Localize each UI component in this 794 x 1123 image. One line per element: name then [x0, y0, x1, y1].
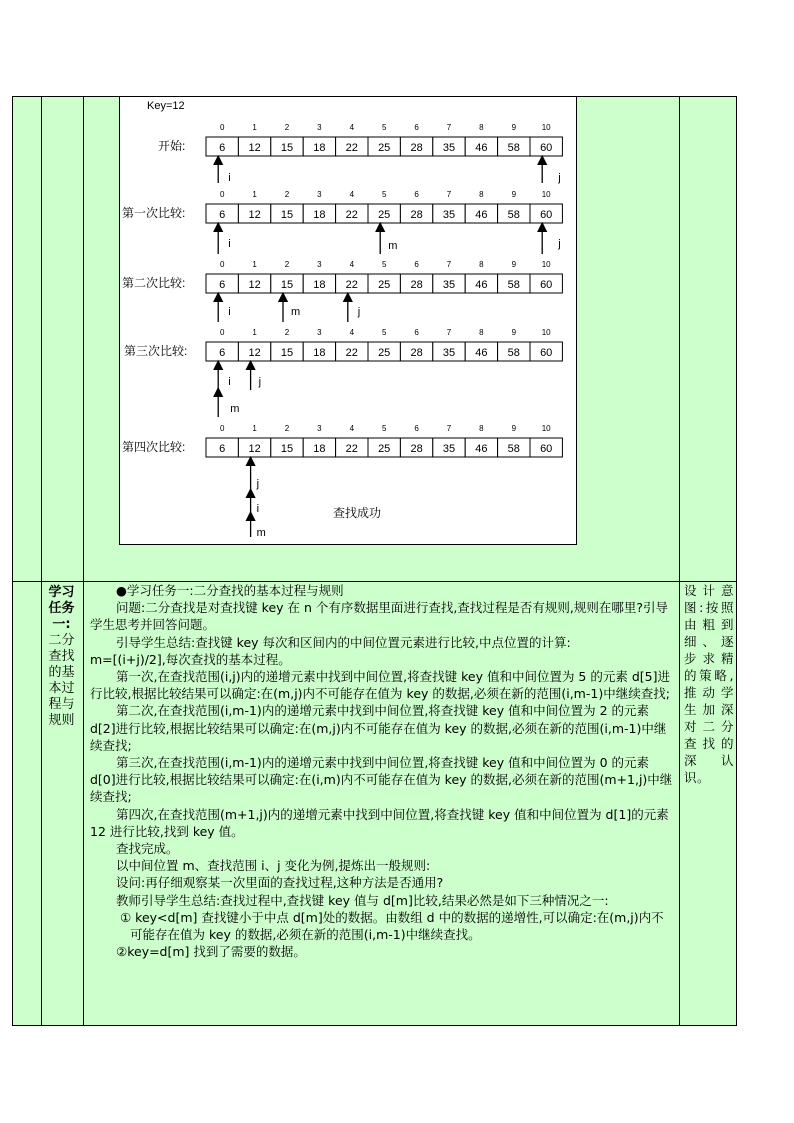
index-label: 0	[219, 123, 225, 132]
index-label: 4	[349, 424, 355, 433]
array-value: 28	[410, 443, 423, 455]
step-2-paragraph: 第二次,在查找范围(i,m-1)内的递增元素中找到中间位置,将查找键 key 值和中间位置为 2 的元素 d[2]进行比较,根据比较结果可以确定:在(m,j)内不可能存在值为 key 的数据,必须在新的范围(i,m-1)中继续查找;	[90, 703, 667, 753]
array-value: 6	[219, 279, 226, 291]
array-value: 46	[475, 142, 488, 154]
index-label: 3	[317, 260, 322, 269]
table-col-2-top	[41, 96, 84, 582]
design-intent: 设计意图:按照由粗到细、逐步求精的策略,推动学生加深对二分查找的深认识。	[684, 583, 734, 785]
task-header	[45, 585, 78, 729]
array-value: 25	[378, 279, 391, 291]
index-label: 1	[252, 123, 257, 132]
array-value: 22	[345, 142, 358, 154]
array-value: 22	[345, 279, 358, 291]
pointer-label-j: j	[256, 478, 260, 490]
index-label: 10	[541, 190, 551, 199]
index-label: 4	[349, 328, 355, 337]
array-value: 35	[442, 279, 456, 291]
pointer-label-i: i	[256, 503, 260, 515]
index-label: 8	[479, 424, 484, 433]
pointer-label-i: i	[228, 172, 231, 184]
step-1-paragraph: 第一次,在查找范围(i,j)内的递增元素中找到中间位置,将查找键 key 值和中间位置为 5 的元素 d[5]进行比较,根据比较结果可以确定:在(m,j)内不可能存在值为 key 的数据,必须在新的范围(i,m-1)中继续查找;	[90, 669, 670, 702]
index-label: 7	[446, 424, 452, 433]
summary-paragraph: 引导学生总结:查找键 key 每次和区间内的中间位置元素进行比较,中点位置的计算:	[116, 634, 571, 650]
search-complete: 查找完成。	[116, 841, 179, 857]
array-value: 25	[378, 443, 391, 455]
task-header-bold: 学习任务一:	[48, 585, 75, 632]
array-value: 18	[313, 209, 326, 221]
index-label: 3	[317, 190, 322, 199]
success-label: 查找成功	[333, 506, 382, 520]
array-value: 25	[378, 347, 391, 359]
array-value: 60	[540, 142, 553, 154]
array-value: 15	[280, 443, 294, 455]
index-label: 1	[252, 190, 257, 199]
index-label: 4	[349, 260, 355, 269]
index-label: 9	[511, 190, 517, 199]
pointer-label-j: j	[558, 238, 561, 250]
index-label: 4	[349, 123, 355, 132]
array-value: 58	[507, 443, 520, 455]
index-label: 10	[541, 123, 551, 132]
row-label: 开始:	[158, 139, 186, 153]
index-label: 5	[381, 190, 387, 199]
array-value: 18	[313, 347, 326, 359]
index-label: 5	[381, 123, 387, 132]
array-value: 6	[219, 347, 226, 359]
array-value: 22	[345, 443, 358, 455]
step-3-paragraph: 第三次,在查找范围(i,m-1)内的递增元素中找到中间位置,将查找键 key 值和中间位置为 0 的元素 d[0]进行比较,根据比较结果可以确定:在(i,m)内不可能存在值为 key 的数据,必须在新的范围(m+1,j)中继续查找;	[90, 755, 673, 805]
array-value: 18	[313, 142, 326, 154]
array-value: 22	[345, 209, 358, 221]
index-label: 10	[541, 424, 551, 433]
array-value: 15	[280, 142, 294, 154]
table-col-1-bottom	[12, 581, 42, 1026]
index-label: 8	[479, 260, 484, 269]
index-label: 1	[252, 424, 257, 433]
key-label: Key=12	[147, 100, 185, 112]
array-value: 46	[475, 347, 488, 359]
array-value: 58	[507, 279, 520, 291]
index-label: 0	[219, 190, 225, 199]
array-value: 60	[540, 443, 553, 455]
array-value: 60	[540, 347, 553, 359]
array-value: 35	[442, 347, 456, 359]
row-label: 第一次比较:	[122, 206, 186, 220]
array-value: 46	[475, 279, 488, 291]
index-label: 5	[381, 424, 387, 433]
row-label: 第四次比较:	[122, 440, 186, 454]
index-label: 2	[284, 328, 290, 337]
array-value: 58	[507, 142, 520, 154]
task-header-text: 二分查找的基本过程与规则	[48, 633, 75, 728]
array-value: 46	[475, 209, 488, 221]
index-label: 7	[446, 328, 452, 337]
table-col-1-top	[12, 96, 42, 582]
array-value: 28	[410, 209, 423, 221]
index-label: 3	[317, 328, 322, 337]
array-value: 35	[442, 209, 456, 221]
index-label: 7	[446, 123, 452, 132]
follow-up-question: 设问:再仔细观察某一次里面的查找过程,这种方法是否通用?	[116, 875, 444, 891]
array-value: 25	[378, 142, 391, 154]
pointer-label-i: i	[228, 376, 231, 388]
index-label: 7	[446, 260, 452, 269]
index-label: 6	[414, 260, 419, 269]
array-value: 18	[313, 279, 326, 291]
array-value: 12	[248, 443, 261, 455]
index-label: 9	[511, 123, 517, 132]
row-label: 第二次比较:	[122, 276, 186, 290]
array-value: 25	[378, 209, 391, 221]
case-2: ②key=d[m] 找到了需要的数据。	[116, 944, 306, 960]
array-value: 15	[280, 347, 294, 359]
index-label: 6	[414, 328, 419, 337]
index-label: 7	[446, 190, 452, 199]
index-label: 9	[511, 260, 517, 269]
array-value: 58	[507, 209, 520, 221]
index-label: 0	[219, 424, 225, 433]
index-label: 6	[414, 190, 419, 199]
index-label: 8	[479, 328, 484, 337]
pointer-label-m: m	[291, 306, 301, 318]
question-paragraph: 问题:二分查找是对查找键 key 在 n 个有序数据里面进行查找,查找过程是否有规则,规则在哪里?引导学生思考并回答问题。	[90, 600, 668, 633]
index-label: 8	[479, 123, 484, 132]
pointer-label-j: j	[357, 306, 361, 318]
teacher-summary: 教师引导学生总结:查找过程中,查找键 key 值与 d[m]比较,结果必然是如下三种情况之一:	[116, 892, 609, 908]
index-label: 2	[284, 424, 290, 433]
array-value: 6	[219, 443, 226, 455]
index-label: 3	[317, 424, 322, 433]
array-value: 18	[313, 443, 326, 455]
index-label: 5	[381, 260, 387, 269]
pointer-label-m: m	[388, 240, 398, 252]
array-value: 12	[248, 279, 261, 291]
pointer-label-m: m	[230, 403, 240, 415]
index-label: 4	[349, 190, 355, 199]
array-value: 28	[410, 142, 423, 154]
pointer-label-j: j	[558, 172, 561, 184]
index-label: 1	[252, 260, 257, 269]
array-value: 15	[280, 279, 294, 291]
index-label: 6	[414, 123, 419, 132]
index-label: 10	[541, 328, 551, 337]
array-value: 12	[248, 142, 261, 154]
index-label: 3	[317, 123, 322, 132]
index-label: 0	[219, 260, 225, 269]
index-label: 2	[284, 123, 290, 132]
midpoint-formula: m=[(i+j)/2],每次查找的基本过程。	[90, 651, 291, 667]
array-value: 28	[410, 347, 423, 359]
index-label: 8	[479, 190, 484, 199]
index-label: 6	[414, 424, 419, 433]
lesson-content	[90, 582, 675, 960]
index-label: 10	[541, 260, 551, 269]
pointer-label-i: i	[228, 306, 231, 318]
array-value: 58	[507, 347, 520, 359]
array-value: 12	[248, 347, 261, 359]
array-value: 60	[540, 279, 553, 291]
pointer-label-i: i	[228, 238, 231, 250]
general-rule-intro: 以中间位置 m、查找范围 i、j 变化为例,提炼出一般规则:	[116, 858, 431, 874]
array-value: 6	[219, 209, 226, 221]
pointer-label-m: m	[256, 527, 266, 539]
array-value: 60	[540, 209, 553, 221]
table-col-4-top	[679, 96, 737, 582]
row-label: 第三次比较:	[124, 344, 188, 358]
binary-search-figure	[119, 96, 577, 545]
array-value: 46	[475, 443, 488, 455]
array-value: 22	[345, 347, 358, 359]
array-value: 28	[410, 279, 423, 291]
step-4-paragraph: 第四次,在查找范围(m+1,j)内的递增元素中找到中间位置,将查找键 key 值和中间位置为 d[1]的元素 12 进行比较,找到 key 值。	[90, 806, 669, 839]
index-label: 9	[511, 328, 517, 337]
index-label: 5	[381, 328, 387, 337]
index-label: 1	[252, 328, 257, 337]
array-value: 35	[442, 142, 456, 154]
array-value: 6	[219, 142, 226, 154]
index-label: 2	[284, 190, 290, 199]
array-value: 12	[248, 209, 261, 221]
array-value: 15	[280, 209, 294, 221]
pointer-label-j: j	[258, 376, 262, 388]
array-value: 35	[442, 443, 456, 455]
index-label: 2	[284, 260, 290, 269]
case-1: ① key<d[m] 查找键小于中点 d[m]处的数据。由数组 d 中的数据的递增性,可以确定:在(m,j)内不可能存在值为 key 的数据,必须在新的范围(i,m-1)中继续查找。	[120, 909, 664, 943]
index-label: 9	[511, 424, 517, 433]
task-title: ●学习任务一:二分查找的基本过程与规则	[116, 583, 344, 598]
index-label: 0	[219, 328, 225, 337]
